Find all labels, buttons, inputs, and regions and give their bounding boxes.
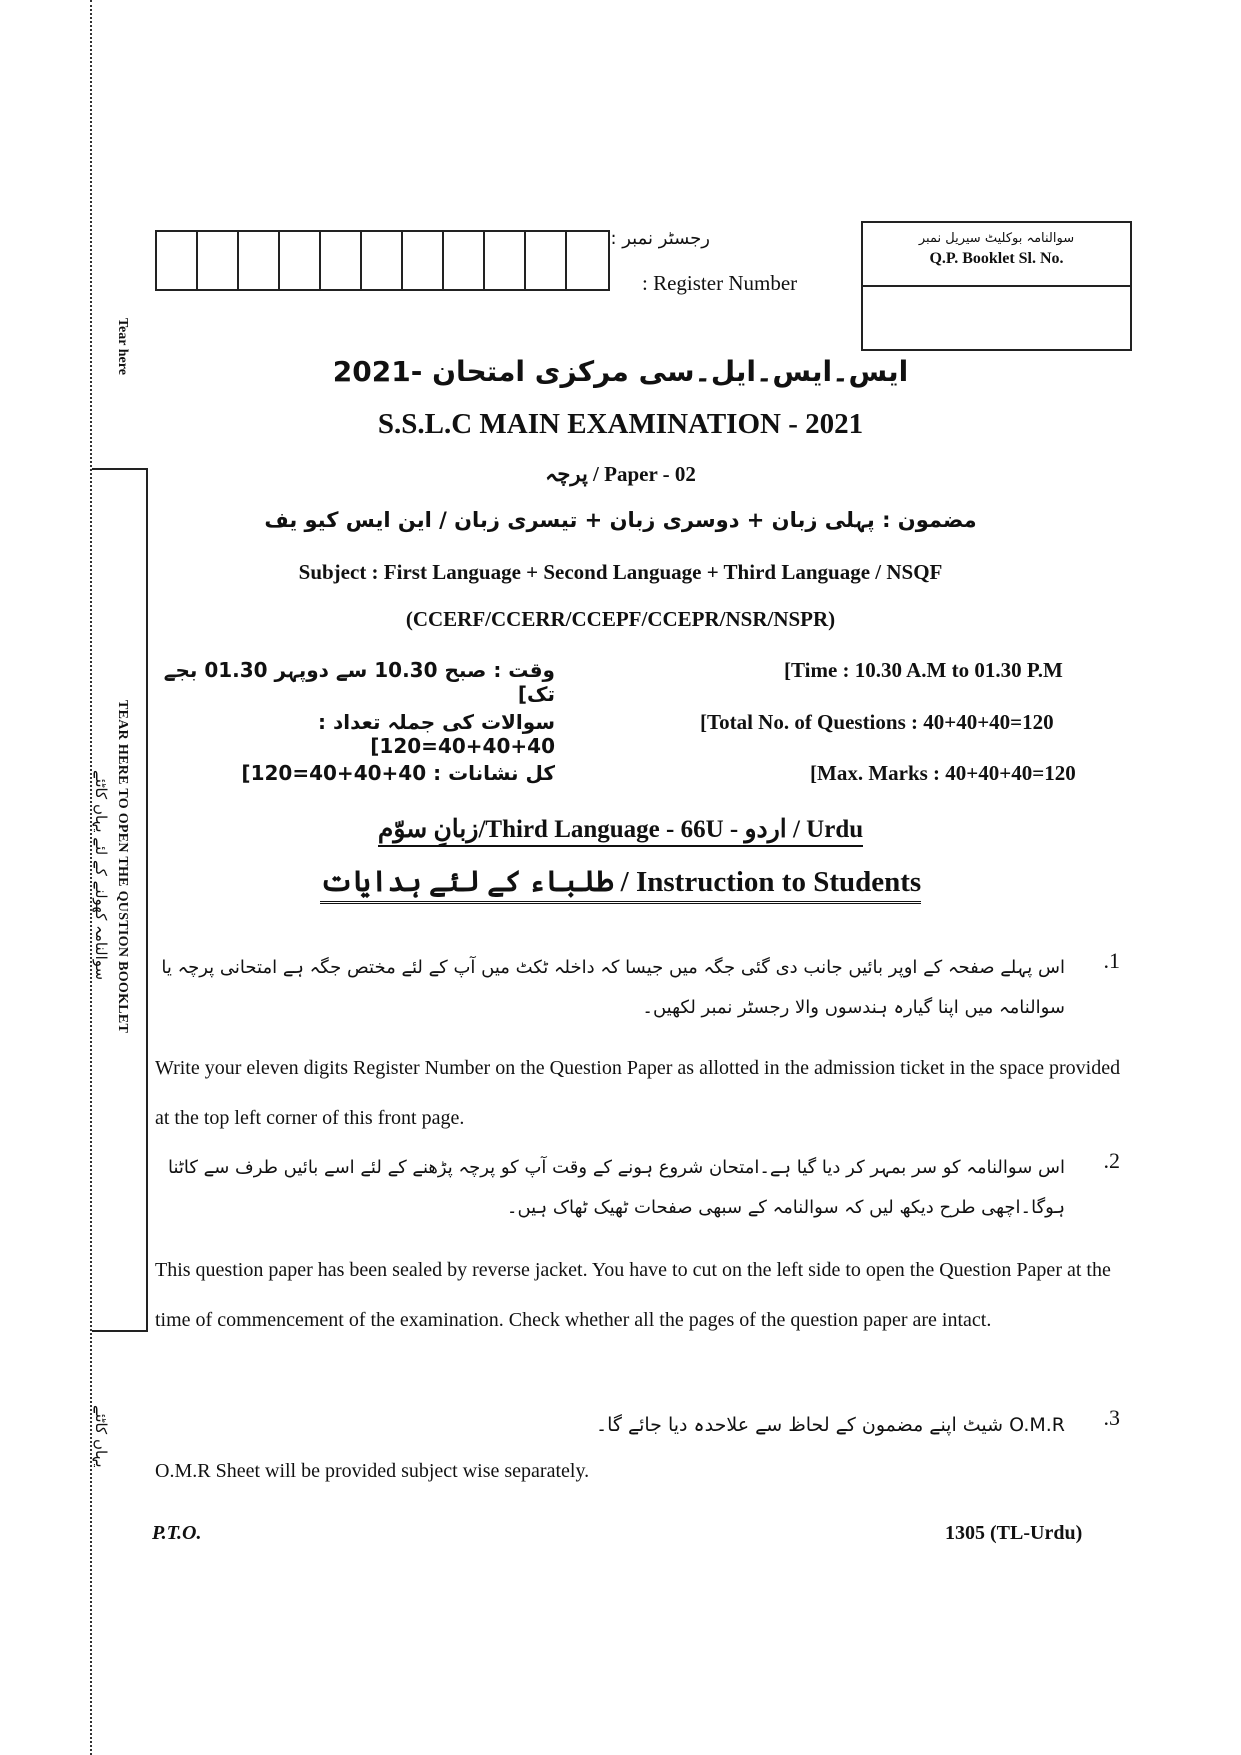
booklet-serial-field[interactable] xyxy=(863,287,1130,349)
paper-number: پرچہ / Paper - 02 xyxy=(545,462,696,486)
tear-open-label: TEAR HERE TO OPEN THE QUSTION BOOKLET xyxy=(115,700,130,1034)
booklet-serial-box xyxy=(861,221,1132,351)
instruction-2-urdu-block xyxy=(155,1148,1120,1238)
tear-here-label: Tear here xyxy=(115,318,130,375)
time-english: [Time : 10.30 A.M to 01.30 P.M xyxy=(784,658,1063,682)
register-digit-box[interactable] xyxy=(485,232,526,289)
tear-open-urdu-label: سوالنامہ کھولنے کے لئے یہاں کاٹئے xyxy=(92,770,110,981)
marks-urdu: کل نشانات : 40+40+40=120] xyxy=(241,761,555,785)
register-number-boxes[interactable] xyxy=(155,230,610,291)
register-digit-box[interactable] xyxy=(403,232,444,289)
exam-title-english: S.S.L.C MAIN EXAMINATION - 2021 xyxy=(377,408,864,440)
course-codes: (CCERF/CCERR/CCEPF/CCEPR/NSR/NSPR) xyxy=(405,607,836,631)
questions-urdu: سوالات کی جملہ تعداد : 40+40+40=120] xyxy=(318,710,555,758)
instruction-3-urdu-block xyxy=(155,1405,1120,1445)
instruction-3-number: .3 xyxy=(1103,1405,1120,1430)
register-digit-box[interactable] xyxy=(526,232,567,289)
exam-title-urdu: ایس۔ایس۔ایل۔سی مرکزی امتحان -2021 xyxy=(332,355,909,388)
instruction-2-number: .2 xyxy=(1103,1148,1120,1173)
language-line: زبانِ سوّم/Third Language - 66U - اردو / Urdu xyxy=(378,816,863,847)
instruction-2-urdu: اس سوالنامہ کو سر بمہر کر دیا گیا ہے۔امتحان شروع ہونے کے وقت آپ کو پرچہ پڑھنے کے لئے اسے بائیں طرف سے کاٹنا ہوگا۔اچھی طرح دیکھ لیں کہ سوالنامہ کے سبھی صفحات ٹھیک ٹھاک ہیں۔ xyxy=(167,1157,1065,1218)
register-digit-box[interactable] xyxy=(157,232,198,289)
instruction-1-number: .1 xyxy=(1103,948,1120,973)
instruction-3-english: O.M.R Sheet will be provided subject wise separately. xyxy=(155,1460,590,1482)
pto-label: P.T.O. xyxy=(152,1522,202,1544)
instruction-1-urdu: اس پہلے صفحہ کے اوپر بائیں جانب دی گئی جگہ میں جیسا کہ داخلہ ٹکٹ میں آپ کے لئے مختص جگہ ہے امتحانی پرچہ یا سوالنامہ میں اپنا گیارہ ہندسوں والا رجسٹر نمبر لکھیں۔ xyxy=(161,957,1065,1018)
register-label-english: : Register Number xyxy=(642,271,798,295)
booklet-label-urdu: سوالنامہ بوکلیٹ سیریل نمبر xyxy=(918,231,1075,246)
register-digit-box[interactable] xyxy=(239,232,280,289)
booklet-label-english: Q.P. Booklet Sl. No. xyxy=(929,250,1064,267)
tear-small-urdu-label: یہاں کاٹئے xyxy=(92,1405,110,1468)
instruction-heading: طلباء کے لئے ہدایات / Instruction to Students xyxy=(320,866,921,904)
instruction-2-english: This question paper has been sealed by reverse jacket. You have to cut on the left side to open the Question Paper at the time of commencement of the examination. Check whether all the pages of the question paper are intact. xyxy=(155,1259,1111,1331)
register-digit-box[interactable] xyxy=(321,232,362,289)
register-digit-box[interactable] xyxy=(198,232,239,289)
register-label-urdu: رجسٹر نمبر : xyxy=(610,228,710,249)
register-digit-box[interactable] xyxy=(444,232,485,289)
subject-urdu: مضمون : پہلی زبان + دوسری زبان + تیسری زبان / این ایس کیو یف xyxy=(264,508,977,532)
questions-english: [Total No. of Questions : 40+40+40=120 xyxy=(700,710,1054,734)
register-digit-box[interactable] xyxy=(280,232,321,289)
paper-code: 1305 (TL-Urdu) xyxy=(945,1522,1083,1544)
instruction-1-urdu-block xyxy=(155,948,1120,1038)
instruction-3-urdu: O.M.R شیٹ اپنے مضمون کے لحاظ سے علاحدہ دیا جائے گا۔ xyxy=(595,1414,1065,1436)
register-digit-box[interactable] xyxy=(362,232,403,289)
booklet-serial-header xyxy=(863,223,1130,287)
marks-english: [Max. Marks : 40+40+40=120 xyxy=(810,761,1076,785)
instruction-1-english: Write your eleven digits Register Number on the Question Paper as allotted in the admission ticket in the space provided at the top left corner of this front page. xyxy=(155,1057,1121,1129)
subject-english: Subject : First Language + Second Language + Third Language / NSQF xyxy=(298,560,943,584)
time-urdu: وقت : صبح 10.30 سے دوپہر 01.30 بجے تک] xyxy=(163,658,555,706)
